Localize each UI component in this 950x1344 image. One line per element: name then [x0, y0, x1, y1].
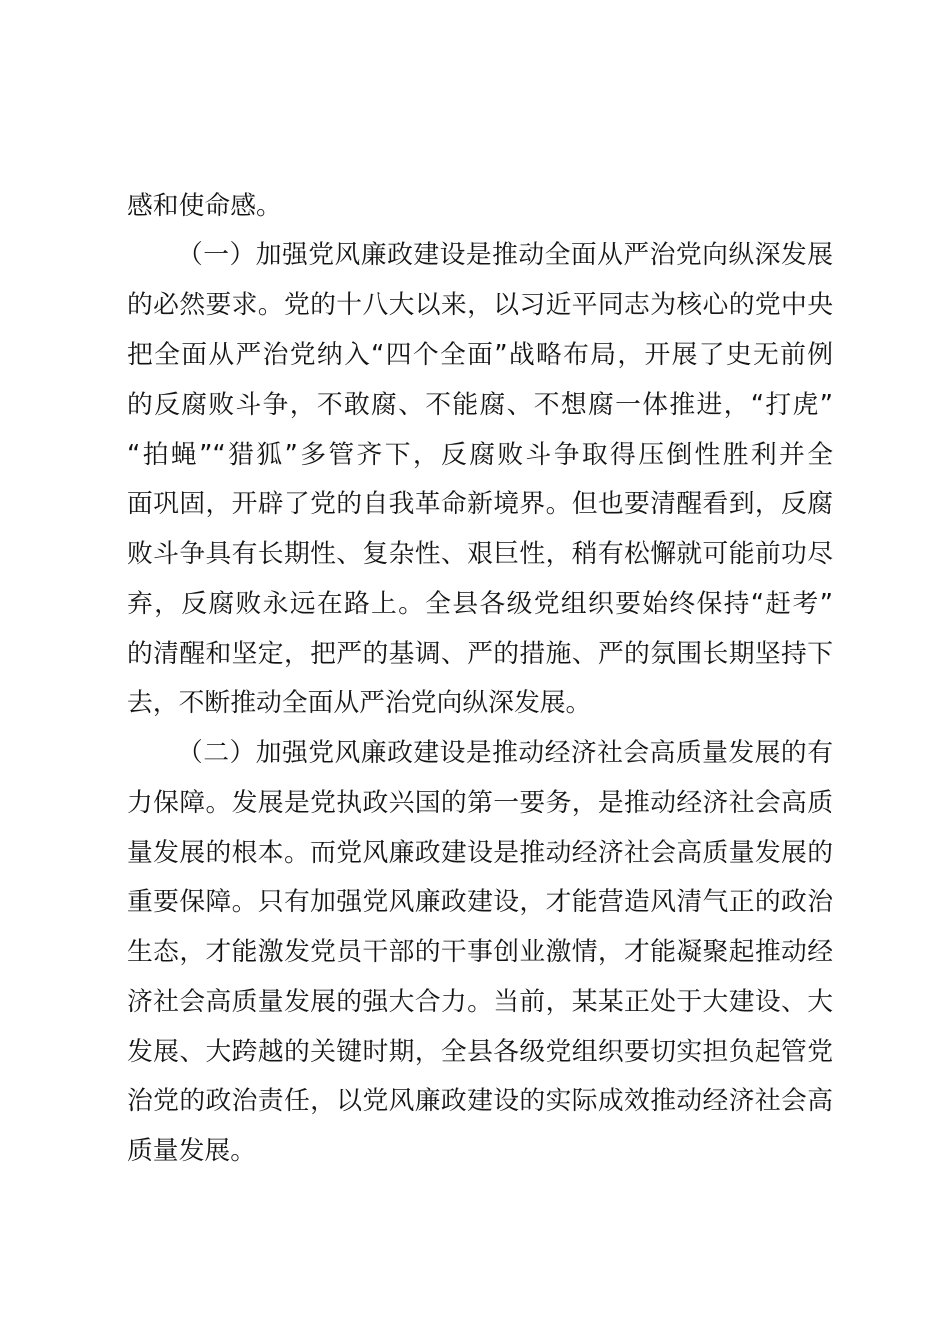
text-line: 量发展的根本。而党风廉政建设是推动经济社会高质量发展的	[127, 838, 833, 868]
text-line: 把全面从严治党纳入“四个全面”战略布局，开展了史无前例	[127, 340, 833, 370]
section-heading-line: （一）加强党风廉政建设是推动全面从严治党向纵深发展	[177, 240, 833, 270]
text-line: 生态，才能激发党员干部的干事创业激情，才能凝聚起推动经	[127, 937, 833, 967]
text-line: 济社会高质量发展的强大合力。当前，某某正处于大建设、大	[127, 987, 833, 1017]
text-line: “拍蝇”“猎狐”多管齐下，反腐败斗争取得压倒性胜利并全	[127, 440, 833, 470]
text-line: 治党的政治责任，以党风廉政建设的实际成效推动经济社会高	[127, 1086, 833, 1116]
text-line: 面巩固，开辟了党的自我革命新境界。但也要清醒看到，反腐	[127, 489, 833, 519]
text-line: 的清醒和坚定，把严的基调、严的措施、严的氛围长期坚持下	[127, 639, 833, 669]
text-line: 弃，反腐败永远在路上。全县各级党组织要始终保持“赶考”	[127, 589, 833, 619]
text-line: 去，不断推动全面从严治党向纵深发展。	[127, 688, 592, 718]
text-line: 感和使命感。	[127, 191, 282, 221]
text-line: 的必然要求。党的十八大以来，以习近平同志为核心的党中央	[127, 290, 833, 320]
section-heading-line: （二）加强党风廉政建设是推动经济社会高质量发展的有	[177, 738, 833, 768]
text-line: 质量发展。	[127, 1136, 256, 1166]
text-line: 重要保障。只有加强党风廉政建设，才能营造风清气正的政治	[127, 887, 833, 917]
text-line: 的反腐败斗争，不敢腐、不能腐、不想腐一体推进，“打虎”	[127, 390, 833, 420]
text-line: 力保障。发展是党执政兴国的第一要务，是推动经济社会高质	[127, 788, 833, 818]
text-line: 败斗争具有长期性、复杂性、艰巨性，稍有松懈就可能前功尽	[127, 539, 833, 569]
text-line: 发展、大跨越的关键时期，全县各级党组织要切实担负起管党	[127, 1037, 833, 1067]
